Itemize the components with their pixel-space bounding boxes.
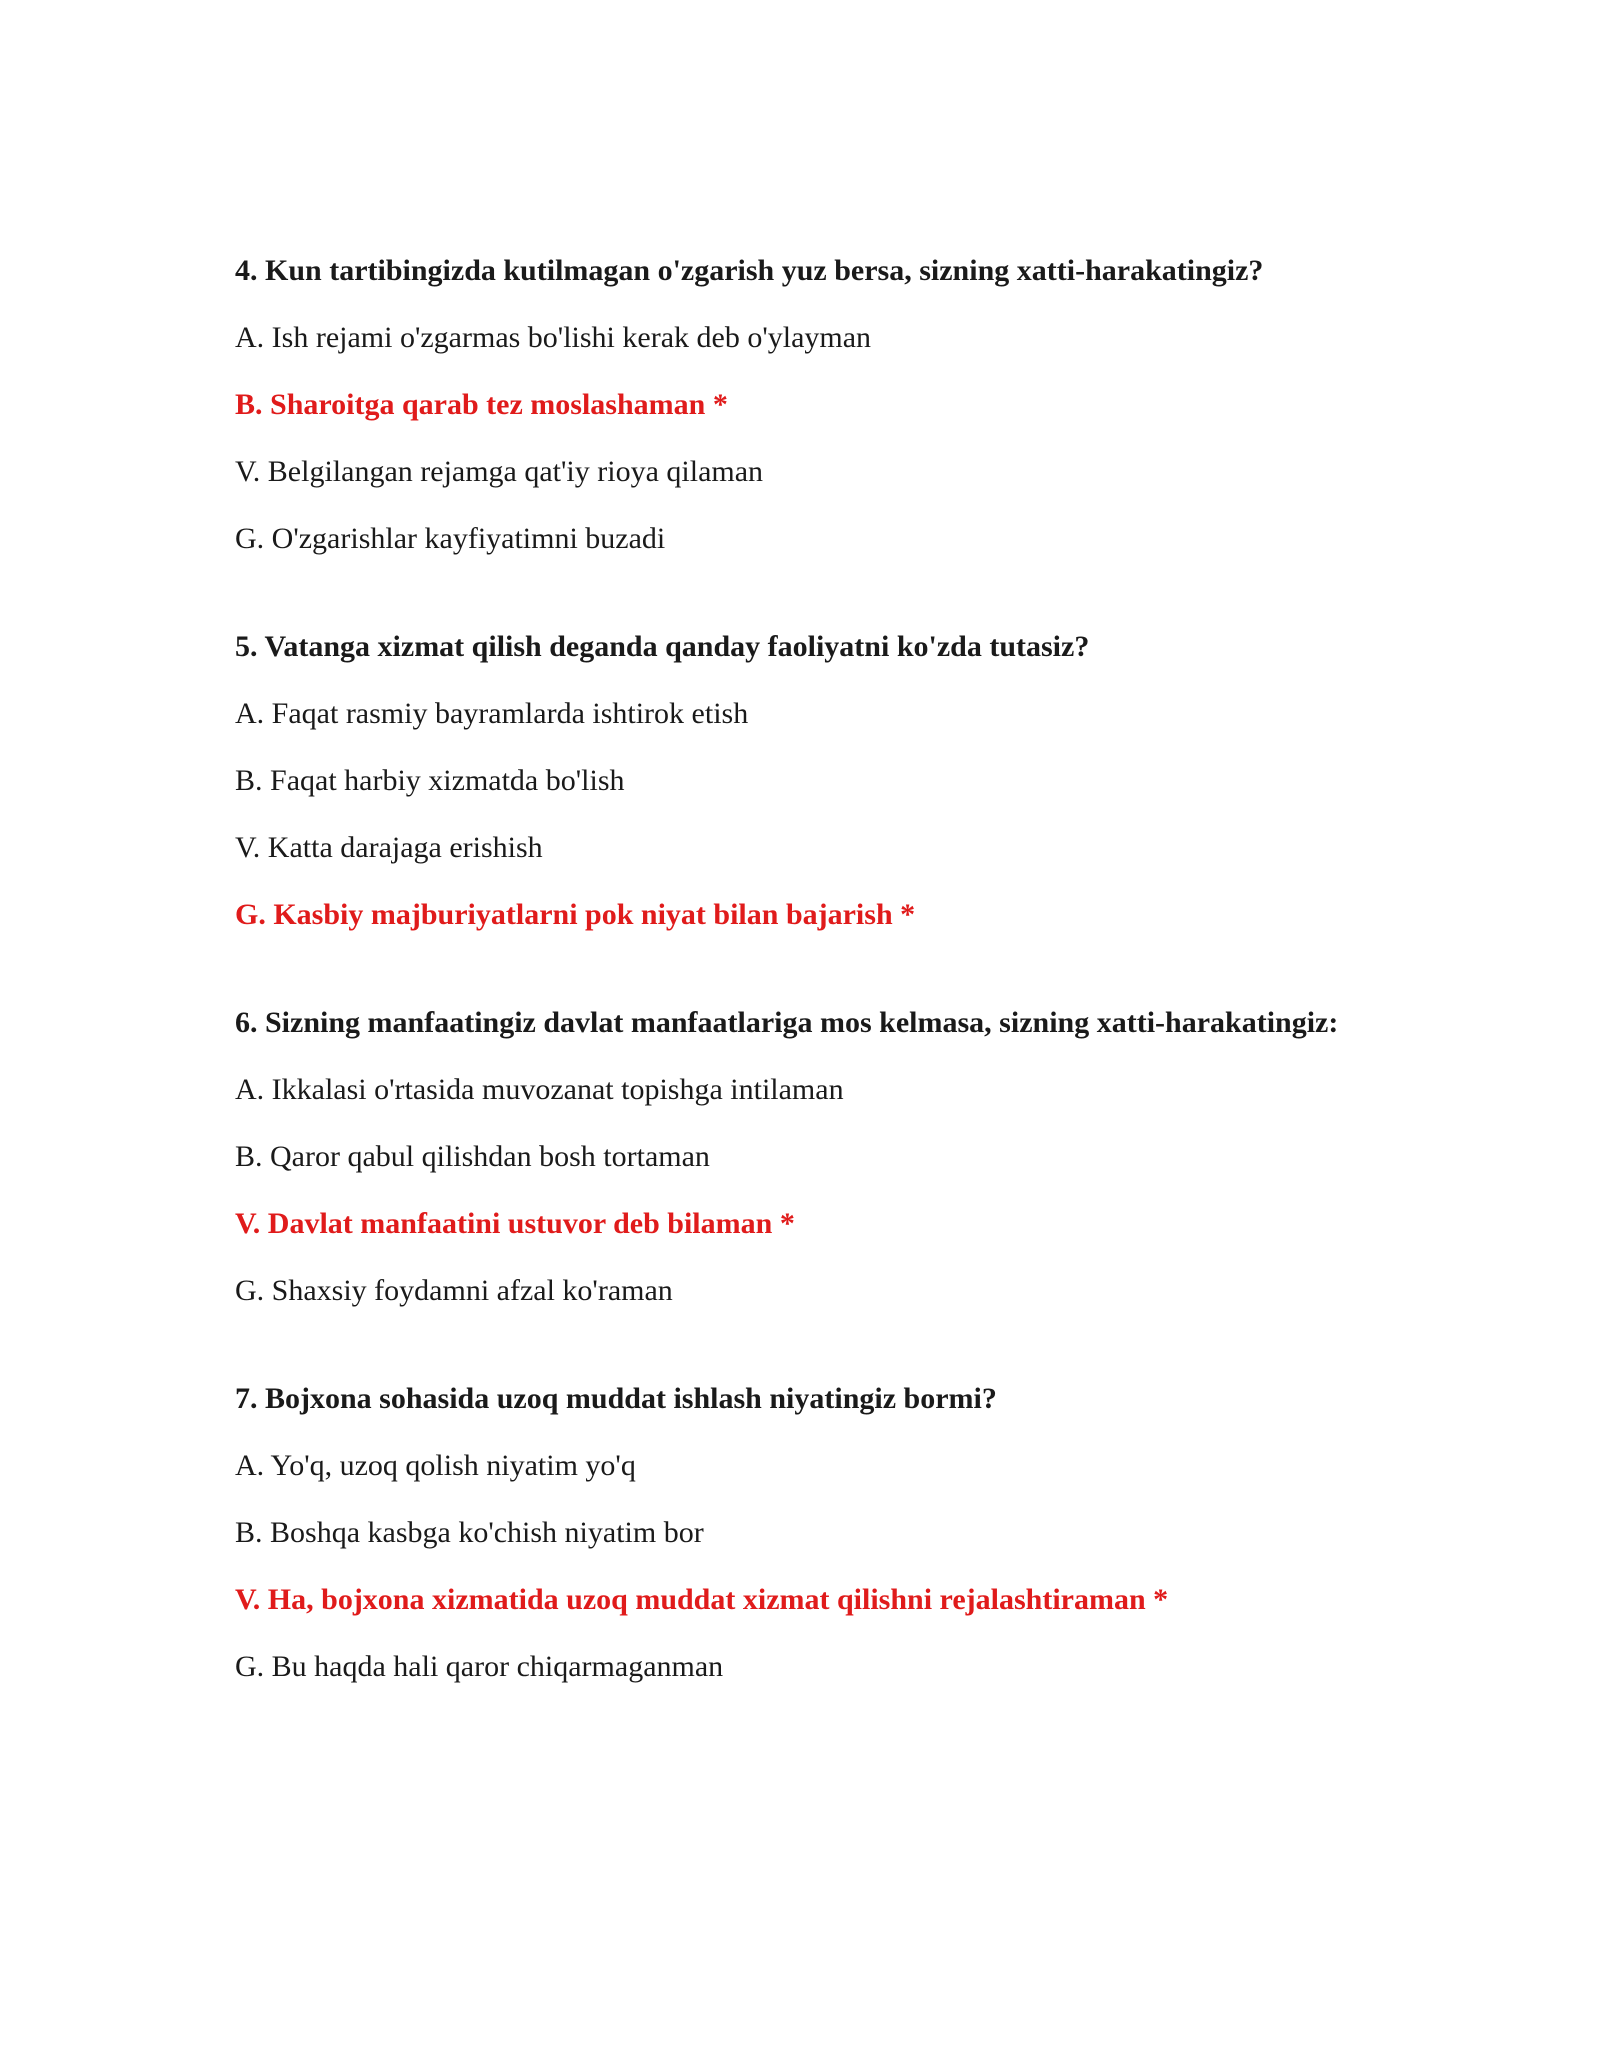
option-b: B. Faqat harbiy xizmatda bo'lish — [235, 764, 625, 797]
option-b: B. Qaror qabul qilishdan bosh tortaman — [235, 1140, 710, 1173]
option-v: V. Belgilangan rejamga qat'iy rioya qilaman — [235, 455, 764, 488]
option-v: V. Katta darajaga erishish — [235, 831, 543, 864]
question-7 — [235, 1378, 1365, 1687]
option-a: A. Yo'q, uzoq qolish niyatim yo'q — [235, 1449, 636, 1482]
question-title: 4. Kun tartibingizda kutilmagan o'zgarish yuz bersa, sizning xatti-harakatingiz? — [235, 254, 1264, 287]
option-g: G. Shaxsiy foydamni afzal ko'raman — [235, 1274, 673, 1307]
question-5 — [235, 626, 1365, 935]
option-g: G. O'zgarishlar kayfiyatimni buzadi — [235, 522, 666, 555]
option-v-correct: V. Ha, bojxona xizmatida uzoq muddat xizmat qilishni rejalashtiraman * — [235, 1583, 1169, 1616]
question-title: 5. Vatanga xizmat qilish deganda qanday faoliyatni ko'zda tutasiz? — [235, 630, 1090, 663]
option-a: A. Ish rejami o'zgarmas bo'lishi kerak deb o'ylayman — [235, 321, 872, 354]
option-g: G. Bu haqda hali qaror chiqarmaganman — [235, 1650, 724, 1683]
option-a: A. Ikkalasi o'rtasida muvozanat topishga intilaman — [235, 1073, 844, 1106]
question-4 — [235, 250, 1365, 559]
option-a: A. Faqat rasmiy bayramlarda ishtirok etish — [235, 697, 749, 730]
option-g-correct: G. Kasbiy majburiyatlarni pok niyat bilan bajarish * — [235, 898, 916, 931]
question-title: 7. Bojxona sohasida uzoq muddat ishlash niyatingiz bormi? — [235, 1382, 997, 1415]
option-b: B. Boshqa kasbga ko'chish niyatim bor — [235, 1516, 704, 1549]
question-title: 6. Sizning manfaatingiz davlat manfaatlariga mos kelmasa, sizning xatti-harakatingiz: — [235, 1006, 1339, 1039]
question-6 — [235, 1002, 1365, 1311]
document-page — [235, 250, 1365, 1754]
option-b-correct: B. Sharoitga qarab tez moslashaman * — [235, 388, 728, 421]
option-v-correct: V. Davlat manfaatini ustuvor deb bilaman * — [235, 1207, 795, 1240]
